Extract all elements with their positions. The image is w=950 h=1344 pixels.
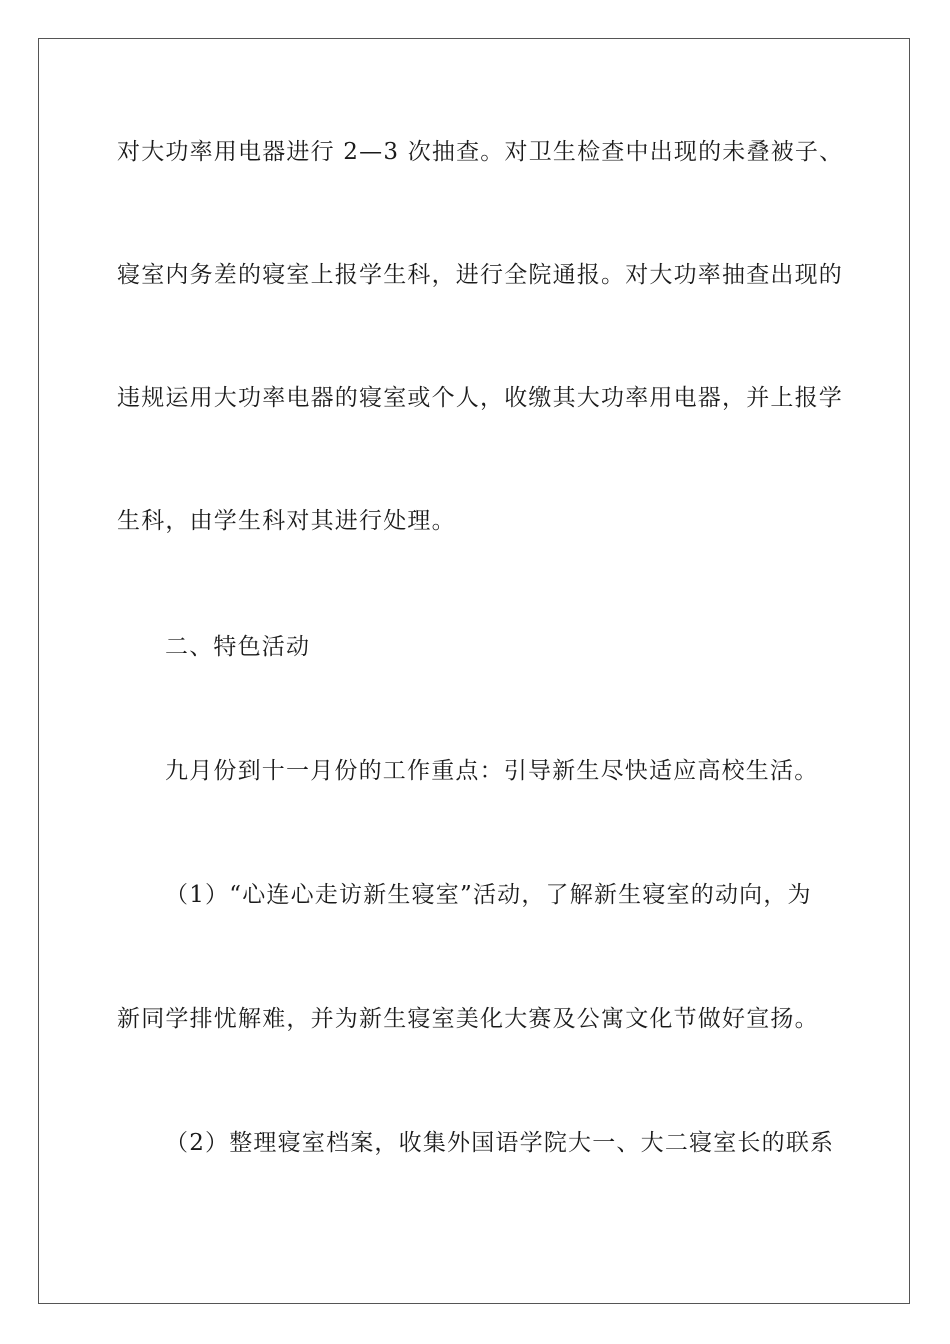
list-item-line: （2）整理寝室档案，收集外国语学院大一、大二寝室长的联系	[165, 1130, 835, 1156]
paragraph-line: 九月份到十一月份的工作重点：引导新生尽快适应高校生活。	[165, 758, 819, 784]
list-item-line: （1）“心连心走访新生寝室”活动，了解新生寝室的动向，为	[165, 882, 812, 908]
list-item-line: 新同学排忧解难，并为新生寝室美化大赛及公寓文化节做好宣扬。	[117, 1006, 819, 1032]
paragraph-line: 违规运用大功率电器的寝室或个人，收缴其大功率用电器，并上报学	[117, 385, 843, 411]
paragraph-line: 寝室内务差的寝室上报学生科，进行全院通报。对大功率抽查出现的	[117, 262, 843, 288]
paragraph-line: 生科，由学生科对其进行处理。	[117, 508, 456, 534]
section-heading: 二、特色活动	[165, 634, 311, 660]
paragraph-line: 对大功率用电器进行 2—3 次抽查。对卫生检查中出现的未叠被子、	[117, 139, 844, 165]
page-frame	[38, 38, 910, 1304]
